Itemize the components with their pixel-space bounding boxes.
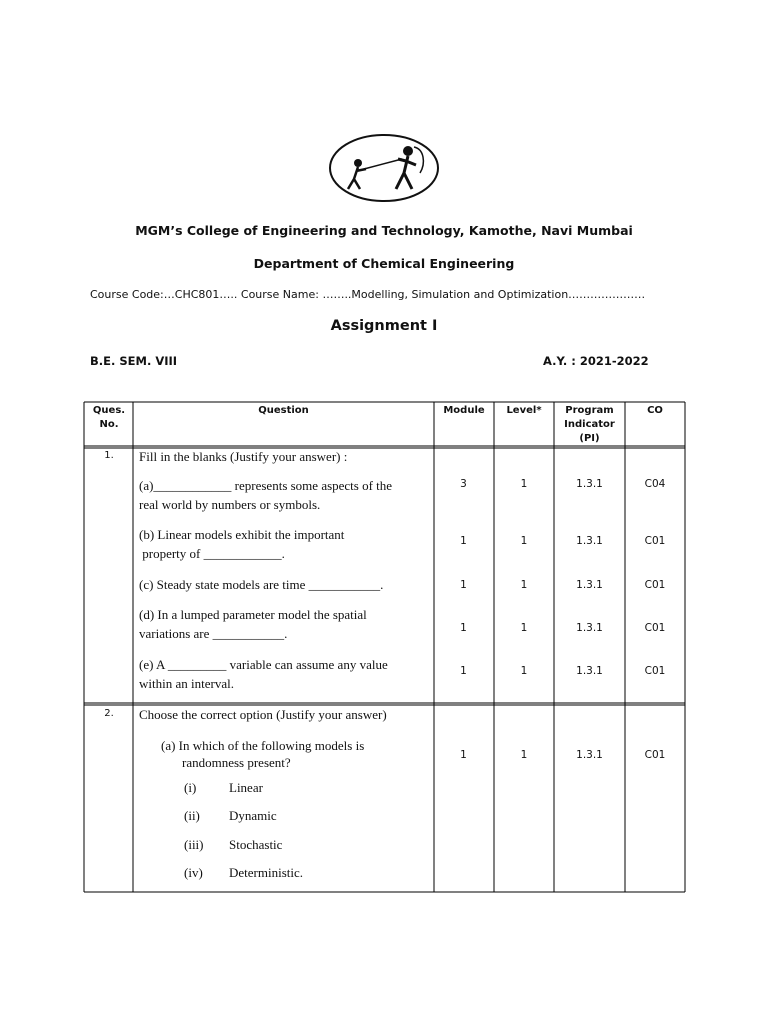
college-name: MGM’s College of Engineering and Technology, Kamothe, Navi Mumbai [135, 223, 633, 238]
department-name: Department of Chemical Engineering [253, 256, 515, 271]
q1d-line2: variations are ___________. [139, 626, 288, 641]
q1c-module: 1 [460, 579, 467, 591]
q1d-line1: (d) In a lumped parameter model the spatial [139, 607, 367, 622]
q1b-line1: (b) Linear models exhibit the important [139, 527, 345, 542]
q1-intro: Fill in the blanks (Justify your answer) : [139, 449, 348, 464]
q1e-co: C01 [644, 665, 666, 677]
q1a-line2: real world by numbers or symbols. [139, 497, 321, 512]
q1b-pi: 1.3.1 [576, 535, 603, 547]
q1d-module: 1 [460, 622, 467, 634]
q2-option-2-roman: (ii) [184, 808, 200, 823]
q1a-line1: (a)____________ represents some aspects of the [139, 478, 393, 493]
q2a-line1: (a) In which of the following models is [161, 738, 365, 753]
q2a-level: 1 [520, 749, 528, 761]
header-level: Level* [506, 405, 542, 416]
q1c-line1: (c) Steady state models are time ___________. [139, 577, 384, 592]
q1c-level: 1 [520, 579, 528, 591]
q1b-module: 1 [460, 535, 467, 547]
q2-option-2-text: Dynamic [229, 808, 277, 823]
header-ques-line2: No. [99, 419, 119, 430]
q1b-co: C01 [644, 535, 666, 547]
q2a-module: 1 [460, 749, 467, 761]
q1e-text [139, 655, 431, 693]
header-pi-line3: (PI) [579, 433, 600, 444]
q1a-text [139, 476, 431, 514]
q1e-module: 1 [460, 665, 467, 677]
q1c-text [139, 575, 431, 594]
q2a-pi: 1.3.1 [576, 749, 603, 761]
header-module: Module [443, 405, 485, 416]
q2a-text [161, 736, 431, 772]
q2-option-1-roman: (i) [184, 780, 197, 795]
semester: B.E. SEM. VIII [90, 354, 178, 368]
assignment-title: Assignment I [330, 318, 438, 334]
q1d-pi: 1.3.1 [576, 622, 603, 634]
header-ques-line1: Ques. [92, 405, 126, 416]
q1e-level: 1 [520, 665, 528, 677]
q1a-module: 3 [460, 478, 467, 490]
q2a-co: C01 [644, 749, 666, 761]
q2-number: 2. [104, 708, 114, 719]
q1b-level: 1 [520, 535, 528, 547]
academic-year: A.Y. : 2021-2022 [543, 354, 649, 368]
college-logo [328, 133, 440, 203]
q1a-level: 1 [520, 478, 528, 490]
q2-option-1-text: Linear [229, 780, 263, 795]
header-ques-no [85, 404, 133, 432]
q1e-line2: within an interval. [139, 676, 234, 691]
q1a-co: C04 [644, 478, 666, 490]
q1d-text [139, 605, 431, 643]
q2-option-3-text: Stochastic [229, 837, 283, 852]
q2-option-4-roman: (iv) [184, 865, 203, 880]
q1d-co: C01 [644, 622, 666, 634]
header-co: CO [647, 405, 663, 416]
q1e-line1: (e) A _________ variable can assume any value [139, 657, 388, 672]
q2-option-4-text: Deterministic. [229, 865, 304, 880]
header-pi-line2: Indicator [564, 419, 615, 430]
q1d-level: 1 [520, 622, 528, 634]
course-line: Course Code:…CHC801….. Course Name: ……..Modelling, Simulation and Optimization………………… [90, 288, 646, 301]
header-question: Question [258, 405, 309, 416]
q1-number: 1. [104, 450, 114, 461]
header-pi [554, 404, 625, 446]
q1b-line2: property of ____________. [139, 546, 285, 561]
q2-option-3-roman: (iii) [184, 837, 204, 852]
q1c-co: C01 [644, 579, 666, 591]
header-pi-line1: Program [565, 405, 614, 416]
q2a-line2: randomness present? [182, 755, 291, 770]
q1a-pi: 1.3.1 [576, 478, 603, 490]
q1b-text [139, 525, 431, 563]
q1e-pi: 1.3.1 [576, 665, 603, 677]
q1c-pi: 1.3.1 [576, 579, 603, 591]
q2-intro: Choose the correct option (Justify your answer) [139, 707, 387, 722]
